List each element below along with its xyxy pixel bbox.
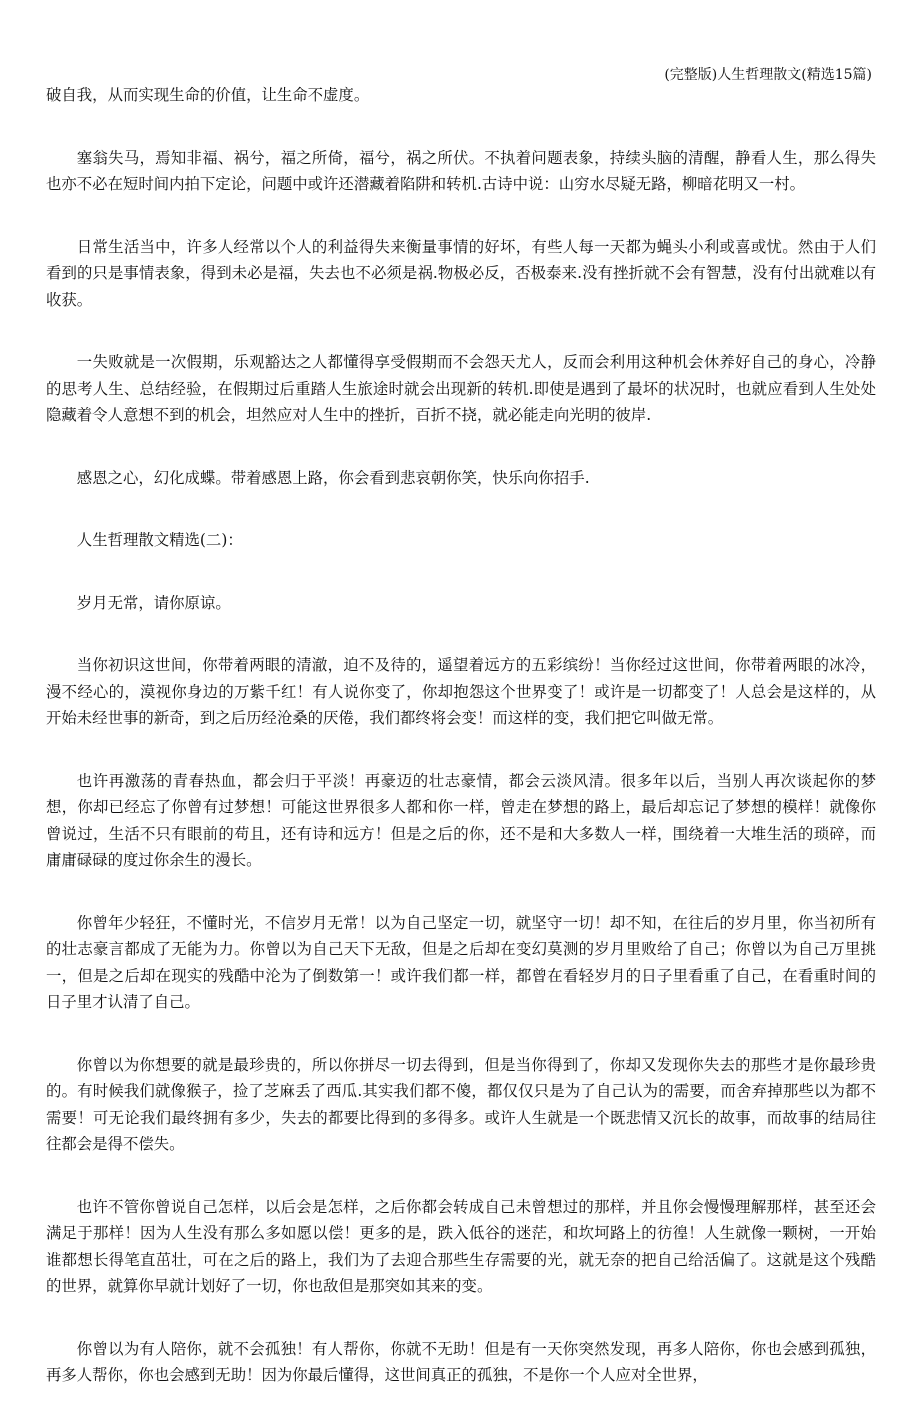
paragraph-12: 也许不管你曾说自己怎样，以后会是怎样，之后你都会转成自己未曾想过的那样，并且你会慢慢理解那样，甚至还会满足于那样！因为人生没有那么多如愿以偿！更多的是，跌入低谷的迷茫，和坎坷路上的彷徨！人生就像一颗树，一开始谁都想长得笔直茁壮，可在之后的路上，我们为了去迎合那些生存需要的光，就无奈的把自己给活偏了。这就是这个残酷的世界，就算你早就计划好了一切，你也敌但是那突如其来的变。 [46,1197,876,1295]
document-body [46,82,876,1425]
paragraph-13: 你曾以为有人陪你，就不会孤独！有人帮你，你就不无助！但是有一天你突然发现，再多人陪你，你也会感到孤独，再多人帮你，你也会感到无助！因为你最后懂得，这世间真正的孤独，不是你一个人应对全世界， [46,1339,876,1384]
paragraph-9: 也许再激荡的青春热血，都会归于平淡！再豪迈的壮志豪情，都会云淡风清。很多年以后，当别人再次谈起你的梦想，你却已经忘了你曾有过梦想！可能这世界很多人都和你一样，曾走在梦想的路上，最后却忘记了梦想的模样！就像你曾说过，生活不只有眼前的苟且，还有诗和远方！但是之后的你，还不是和大多数人一样，围绕着一大堆生活的琐碎，而庸庸碌碌的度过你余生的漫长。 [46,771,876,869]
paragraph-10: 你曾年少轻狂，不懂时光，不信岁月无常！以为自己坚定一切，就坚守一切！却不知，在往后的岁月里，你当初所有的壮志豪言都成了无能为力。你曾以为自己天下无敌，但是之后却在变幻莫测的岁月里败给了自己；你曾以为自己万里挑一，但是之后却在现实的残酷中沦为了倒数第一！或许我们都一样，都曾在看轻岁月的日子里看重了自己，在看重时间的日子里才认清了自己。 [46,913,876,1011]
page-header-title: (完整版)人生哲理散文(精选15篇) [664,67,872,83]
paragraph-5: 感恩之心，幻化成蝶。带着感恩上路，你会看到悲哀朝你笑，快乐向你招手. [76,468,590,487]
paragraph-2: 塞翁失马，焉知非福、祸兮，福之所倚，福兮，祸之所伏。不执着问题表象，持续头脑的清醒，静看人生，那么得失也亦不必在短时间内拍下定论，问题中或许还潜藏着陷阱和转机.古诗中说：山穷水尽疑无路，柳暗花明又一村。 [46,148,876,193]
paragraph-3: 日常生活当中，许多人经常以个人的利益得失来衡量事情的好坏，有些人每一天都为蝇头小利或喜或忧。然由于人们看到的只是事情表象，得到未必是福，失去也不必须是祸.物极必反，否极泰来.没有挫折就不会有智慧，没有付出就难以有收获。 [46,237,876,309]
paragraph-8: 当你初识这世间，你带着两眼的清澈，迫不及待的，遥望着远方的五彩缤纷！当你经过这世间，你带着两眼的冰冷，漫不经心的，漠视你身边的万紫千红！有人说你变了，你却抱怨这个世界变了！或许是一切都变了！人总会是这样的，从开始未经世事的新奇，到之后历经沧桑的厌倦，我们都终将会变！而这样的变，我们把它叫做无常。 [46,656,876,727]
paragraph-11: 你曾以为你想要的就是最珍贵的，所以你拼尽一切去得到，但是当你得到了，你却又发现你失去的那些才是你最珍贵的。有时候我们就像猴子，捡了芝麻丢了西瓜.其实我们都不傻，都仅仅只是为了自己认为的需要，而舍弃掉那些以为都不需要！可无论我们最终拥有多少，失去的都要比得到的多得多。或许人生就是一个既悲情又沉长的故事，而故事的结局往往都会是得不偿失。 [46,1055,876,1153]
paragraph-4: 一失败就是一次假期，乐观豁达之人都懂得享受假期而不会怨天尤人，反而会利用这种机会休养好自己的身心，冷静的思考人生、总结经验，在假期过后重踏人生旅途时就会出现新的转机.即使是遇到了最坏的状况时，也就应看到人生处处隐藏着令人意想不到的机会，坦然应对人生中的挫折，百折不挠，就必能走向光明的彼岸. [46,353,876,424]
paragraph-1: 破自我，从而实现生命的价值，让生命不虚度。 [46,86,370,104]
section-heading: 人生哲理散文精选(二)： [76,531,243,549]
paragraph-7: 岁月无常，请你原谅。 [76,593,231,612]
